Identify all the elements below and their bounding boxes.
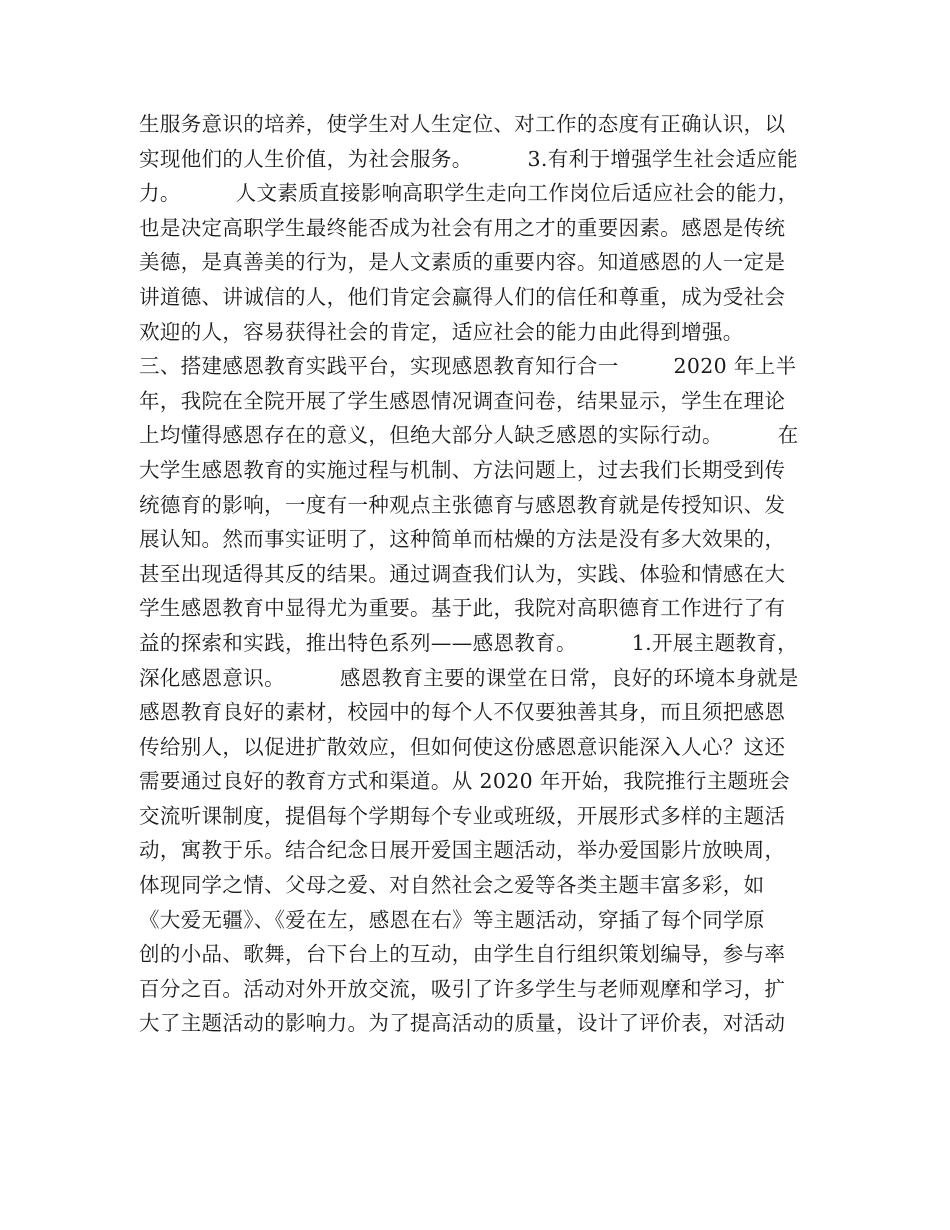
text-line: 也是决定高职学生最终能否成为社会有用之才的重要因素。感恩是传统	[139, 215, 786, 240]
text-line: 力。 人文素质直接影响高职学生走向工作岗位后适应社会的能力，	[139, 181, 799, 206]
text-line: 需要通过良好的教育方式和渠道。从 2020 年开始，我院推行主题班会	[139, 769, 791, 794]
text-line: 讲道德、讲诚信的人，他们肯定会赢得人们的信任和尊重，成为受社会	[139, 284, 786, 309]
text-line: 欢迎的人，容易获得社会的肯定，适应社会的能力由此得到增强。	[139, 319, 744, 344]
text-line: 动，寓教于乐。结合纪念日展开爱国主题活动，举办爱国影片放映周，	[139, 838, 786, 863]
text-line: 体现同学之情、父母之爱、对自然社会之爱等各类主题丰富多彩，如	[139, 873, 765, 898]
text-line: 创的小品、歌舞，台下台上的互动，由学生自行组织策划编导，参与率	[139, 942, 786, 967]
text-line: 益的探索和实践，推出特色系列——感恩教育。 1.开展主题教育，	[139, 630, 798, 655]
body-text	[139, 107, 819, 1041]
text-line: 上均懂得感恩存在的意义，但绝大部分人缺乏感恩的实际行动。 在	[139, 423, 799, 448]
text-line: 统德育的影响，一度有一种观点主张德育与感恩教育就是传授知识、发	[139, 492, 786, 517]
text-line: 《大爱无疆》、《爱在左，感恩在右》等主题活动，穿插了每个同学原	[139, 907, 765, 932]
text-line: 交流听课制度，提倡每个学期每个专业或班级，开展形式多样的主题活	[139, 803, 786, 828]
text-line: 感恩教育良好的素材，校园中的每个人不仅要独善其身，而且须把感恩	[139, 700, 786, 725]
text-line: 大学生感恩教育的实施过程与机制、方法问题上，过去我们长期受到传	[139, 457, 786, 482]
text-line: 甚至出现适得其反的结果。通过调查我们认为，实践、体验和情感在大	[139, 561, 786, 586]
text-line: 美德，是真善美的行为，是人文素质的重要内容。知道感恩的人一定是	[139, 250, 786, 275]
text-line: 深化感恩意识。 感恩教育主要的课堂在日常，良好的环境本身就是	[139, 665, 799, 690]
text-line: 传给别人，以促进扩散效应，但如何使这份感恩意识能深入人心？这还	[139, 734, 786, 759]
text-line: 展认知。然而事实证明了，这种简单而枯燥的方法是没有多大效果的，	[139, 527, 786, 552]
text-line: 大了主题活动的影响力。为了提高活动的质量，设计了评价表，对活动	[139, 1011, 786, 1036]
text-line: 实现他们的人生价值，为社会服务。 3.有利于增强学生社会适应能	[139, 146, 798, 171]
text-line: 学生感恩教育中显得尤为重要。基于此，我院对高职德育工作进行了有	[139, 596, 786, 621]
text-line: 生服务意识的培养，使学生对人生定位、对工作的态度有正确认识，以	[139, 112, 786, 136]
text-line: 百分之百。活动对外开放交流，吸引了许多学生与老师观摩和学习，扩	[139, 976, 786, 1001]
text-line: 三、搭建感恩教育实践平台，实现感恩教育知行合一 2020 年上半	[139, 354, 797, 379]
text-line: 年，我院在全院开展了学生感恩情况调查问卷，结果显示，学生在理论	[139, 388, 786, 413]
